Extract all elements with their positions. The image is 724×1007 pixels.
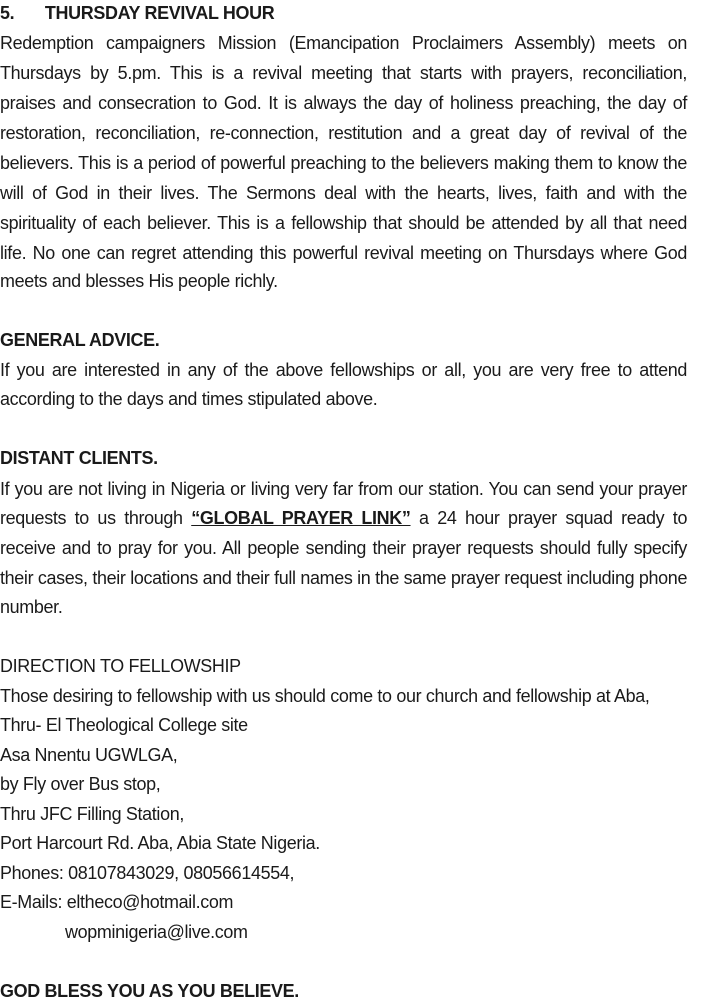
section-heading-thursday-revival xyxy=(0,0,687,28)
paragraph-line: If you are not living in Nigeria or living very far from our station. You can send your prayer xyxy=(0,478,688,499)
paragraph-line: restoration, reconciliation, re-connection, restitution and a great day of revival of the xyxy=(0,122,688,143)
global-prayer-link: “GLOBAL PRAYER LINK” xyxy=(191,507,411,528)
text-segment: a 24 hour prayer squad ready to xyxy=(410,507,688,528)
paragraph-line: spirituality of each believer. This is a fellowship that should be attended by all that need xyxy=(0,212,688,233)
paragraph-line: Those desiring to fellowship with us should come to our church and fellowship at Aba, xyxy=(0,685,650,706)
address-line: Thru JFC Filling Station, xyxy=(0,803,185,824)
paragraph-line: praises and consecration to God. It is always the day of holiness preaching, the day of xyxy=(0,92,688,113)
section-heading-direction: DIRECTION TO FELLOWSHIP xyxy=(0,655,241,676)
email-line-2: wopminigeria@live.com xyxy=(65,921,248,942)
paragraph-line: Redemption campaigners Mission (Emancipation Proclaimers Assembly) meets on xyxy=(0,32,688,53)
address-line: Port Harcourt Rd. Aba, Abia State Nigeria. xyxy=(0,832,320,853)
phones-line: Phones: 08107843029, 08056614554, xyxy=(0,862,295,883)
paragraph-line: number. xyxy=(0,596,63,617)
section-heading-general-advice: GENERAL ADVICE. xyxy=(0,329,160,350)
text-segment: requests to us through xyxy=(0,507,192,528)
paragraph-line xyxy=(0,503,687,533)
paragraph-line: their cases, their locations and their full names in the same prayer request including phone xyxy=(0,567,688,588)
paragraph-line: Thursdays by 5.pm. This is a revival meeting that starts with prayers, reconciliation, xyxy=(0,62,688,83)
paragraph-line: believers. This is a period of powerful preaching to the believers making them to know the xyxy=(0,152,688,173)
section-number: 5. xyxy=(0,2,15,23)
paragraph-line: will of God in their lives. The Sermons deal with the hearts, lives, faith and with the xyxy=(0,182,688,203)
section-heading-distant-clients: DISTANT CLIENTS. xyxy=(0,447,158,468)
paragraph-line: according to the days and times stipulated above. xyxy=(0,388,378,409)
paragraph-line: receive and to pray for you. All people sending their prayer requests should fully specify xyxy=(0,537,688,558)
email-line: E-Mails: eltheco@hotmail.com xyxy=(0,891,234,912)
paragraph-line: meets and blesses His people richly. xyxy=(0,270,278,291)
closing-blessing: GOD BLESS YOU AS YOU BELIEVE. xyxy=(0,980,299,1001)
paragraph-line: life. No one can regret attending this powerful revival meeting on Thursdays where God xyxy=(0,242,688,263)
section-title: THURSDAY REVIVAL HOUR xyxy=(44,2,275,23)
paragraph-line: If you are interested in any of the above fellowships or all, you are very free to attend xyxy=(0,359,688,380)
address-line: by Fly over Bus stop, xyxy=(0,773,161,794)
address-line: Asa Nnentu UGWLGA, xyxy=(0,744,178,765)
address-line: Thru- El Theological College site xyxy=(0,714,248,735)
